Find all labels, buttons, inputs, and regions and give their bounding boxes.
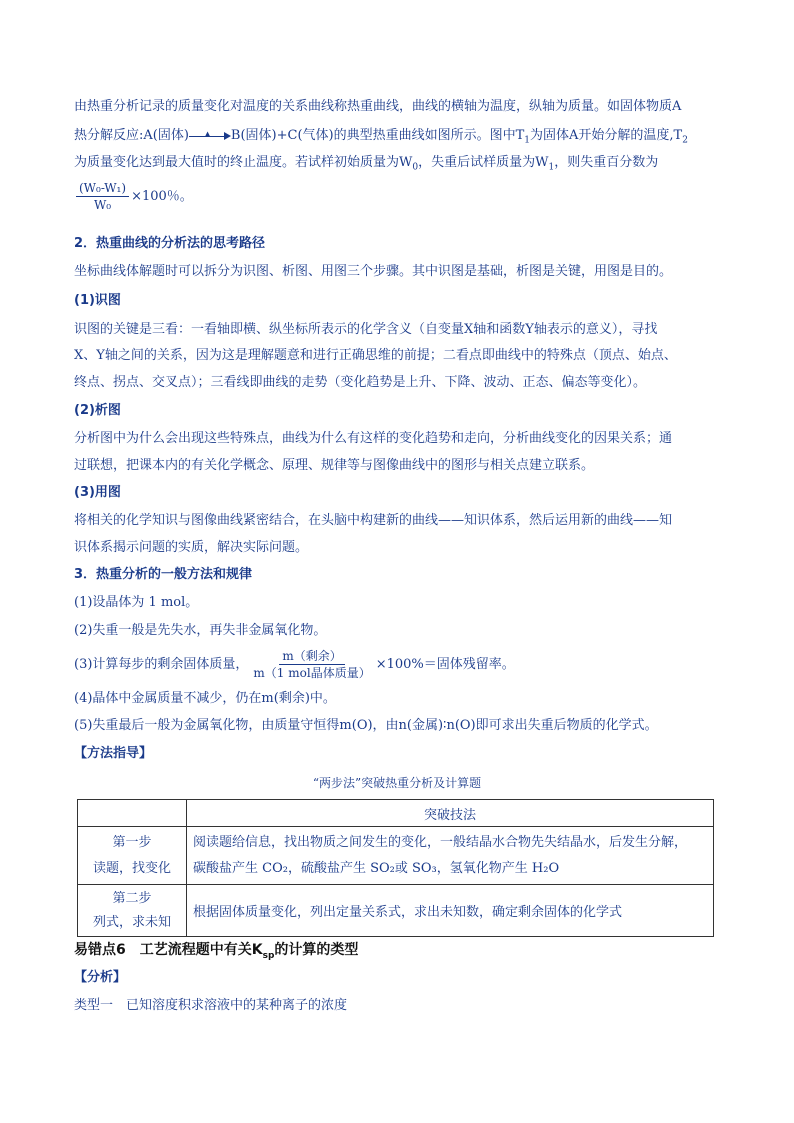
section-2-heading: 2．热重曲线的分析法的思考路径 [74,236,266,251]
reaction-tail: 为固体A开始分解的温度,T [530,128,683,143]
sub-heading-2: (2)析图 [74,403,121,418]
step-2-content: 根据固体质量变化，列出定量关系式，求出未知数，确定剩余固体的化学式 [187,885,714,937]
intro-line-2 [74,126,728,151]
sub-3-line-2: 识体系揭示问题的实质，解决实际问题。 [74,540,309,555]
rule-3-tail: ×100%＝固体残留率。 [375,657,515,672]
intro-line-1: 由热重分析记录的质量变化对温度的关系曲线称热重曲线，曲线的横轴为温度，纵轴为质量。如固体物质A [74,99,682,114]
residue-denominator: m（1 mol晶体质量） [253,666,371,680]
sub-heading-1: (1)识图 [74,293,121,308]
sub-2-line-1: 分析图中为什么会出现这些特殊点，曲线为什么有这样的变化趋势和走向，分析曲线变化的因果关系；通 [74,431,673,446]
w0-subscript: 0 [412,162,419,173]
type-1-line: 类型一 已知溶度积求溶液中的某种离子的浓度 [74,998,348,1013]
rule-3-text: (3)计算每步的剩余固体质量， [74,657,249,672]
heat-symbol: ▲ [204,129,211,138]
formula-tail: ×100％。 [131,189,193,204]
table-caption: “两步法”突破热重分析及计算题 [312,776,482,790]
step-2-subtitle: 列式，求未知 [92,914,171,930]
reaction-rhs: B(固体)+C(气体)的典型热重曲线如图所示。图中T [230,128,525,143]
point-6-heading [74,940,728,966]
rule-3 [74,648,728,682]
sub-1-line-3: 终点、拐点、交叉点）；三看线即曲线的走势（变化趋势是上升、下降、波动、正态、偏态等变化）。 [74,375,647,390]
step-2-label [78,885,187,937]
step-1-label [78,827,187,885]
rule-1: (1)设晶体为 1 mol。 [74,595,199,610]
formula-numerator: (W₀-W₁) [76,180,129,197]
reaction-arrow-icon [189,131,231,141]
rule-2: (2)失重一般是先失水，再失非金属氧化物。 [74,623,327,638]
formula-denominator: W₀ [93,198,112,212]
sub-heading-3: (3)用图 [74,485,121,500]
section-2-intro: 坐标曲线体解题时可以拆分为识图、析图、用图三个步骤。其中识图是基础，析图是关键，用图是目的。 [74,264,673,279]
table-corner-cell [78,800,187,827]
weight-loss-fraction [76,180,129,213]
weight-loss-formula [74,180,728,213]
point-6-title-tail: 的计算的类型 [274,942,359,958]
intro-line-3-c: ，则失重百分数为 [554,155,659,170]
method-table [77,799,714,937]
ksp-subscript: sp [262,950,275,961]
intro-line-3-b: ，失重后试样质量为W [418,155,549,170]
residue-fraction [250,648,373,681]
intro-line-3 [74,153,728,178]
step-1-subtitle: 读题，找变化 [92,860,171,876]
sub-3-line-1: 将相关的化学知识与图像曲线紧密结合，在头脑中构建新的曲线——知识体系，然后运用新的曲线——知 [74,513,673,528]
sub-1-line-2: X、Y轴之间的关系，因为这是理解题意和进行正确思维的前提；二看点即曲线中的特殊点（顶点、始点、 [74,348,677,363]
method-heading: 【方法指导】 [74,746,153,761]
step-1-title: 第一步 [112,834,152,850]
residue-numerator: m（剩余） [279,648,344,665]
step-1-line-2: 碳酸盐产生 CO₂，硫酸盐产生 SO₂或 SO₃，氢氧化物产生 H₂O [193,860,560,876]
intro-line-3-a: 为质量变化达到最大值时的终止温度。若试样初始质量为W [74,155,413,170]
t1-subscript: 1 [524,135,531,146]
table-header: 突破技法 [187,800,714,827]
point-6-title: 易错点6 工艺流程题中有关K [74,942,263,958]
step-1-line-1: 阅读题给信息，找出物质之间发生的变化，一般结晶水合物先失结晶水，后发生分解， [193,834,688,850]
rule-5: (5)失重最后一般为金属氧化物，由质量守恒得m(O)，由n(金属)∶n(O)即可求出失重后物质的化学式。 [74,718,658,733]
step-1-content [187,827,714,885]
w1-subscript: 1 [548,162,555,173]
analysis-heading: 【分析】 [74,970,127,985]
rule-4: (4)晶体中金属质量不减少，仍在m(剩余)中。 [74,691,336,706]
reaction-lhs: 热分解反应:A(固体) [74,128,189,143]
section-3-heading: 3．热重分析的一般方法和规律 [74,567,253,582]
t2-subscript: 2 [682,135,688,146]
sub-2-line-2: 过联想，把课本内的有关化学概念、原理、规律等与图像曲线中的图形与相关点建立联系。 [74,458,595,473]
step-2-title: 第二步 [112,890,152,906]
sub-1-line-1: 识图的关键是三看：一看轴即横、纵坐标所表示的化学含义（自变量X轴和函数Y轴表示的意义），寻找 [74,322,658,337]
